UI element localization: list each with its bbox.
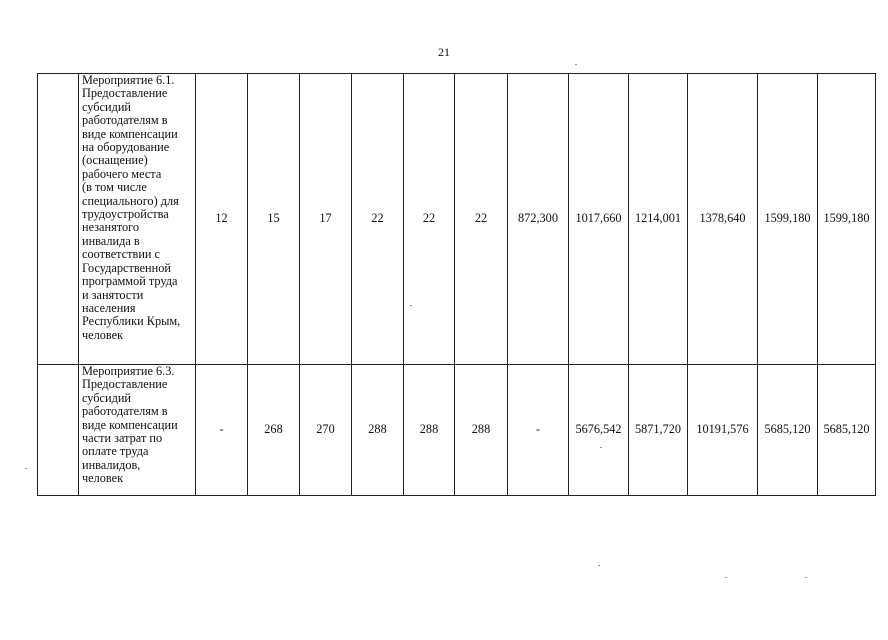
scan-speck — [600, 447, 602, 448]
measure-description-line: соответствии с — [82, 247, 161, 262]
value-cell: 5676,542 — [569, 365, 629, 496]
measure-description-line: инвалида в — [82, 233, 140, 248]
measure-description-cell — [79, 365, 196, 496]
value-cell: 268 — [248, 365, 300, 496]
measure-description-line: и занятости — [82, 287, 144, 302]
row-number-cell — [38, 365, 79, 496]
measure-description-line: специального) для — [82, 193, 179, 208]
value-cell: 288 — [352, 365, 404, 496]
value-cell: 1017,660 — [569, 74, 629, 365]
measure-description-line: работодателям в — [82, 404, 168, 419]
measure-description-cell — [79, 74, 196, 365]
measure-description-line: трудоустройства — [82, 207, 169, 222]
value-cell: 5685,120 — [818, 365, 876, 496]
value-cell: 15 — [248, 74, 300, 365]
value-cell: 22 — [352, 74, 404, 365]
measure-description-line: Государственной — [82, 260, 171, 275]
measure-description-line: населения — [82, 300, 136, 315]
value-cell: 17 — [300, 74, 352, 365]
measure-description-line: незанятого — [82, 220, 139, 235]
scan-speck — [410, 305, 412, 306]
scan-speck — [805, 577, 807, 578]
measure-description-line: Мероприятие 6.3. — [82, 364, 175, 378]
value-cell: 1599,180 — [758, 74, 818, 365]
value-cell: 5685,120 — [758, 365, 818, 496]
value-cell: 10191,576 — [688, 365, 758, 496]
measures-table — [37, 73, 876, 496]
measure-description-line: инвалидов, — [82, 457, 141, 472]
value-cell: - — [508, 365, 569, 496]
table-row — [38, 74, 876, 365]
scan-speck — [25, 468, 27, 469]
measure-description-line: человек — [82, 471, 124, 486]
measure-description-line: (в том числе — [82, 180, 147, 195]
measure-description-line: Предоставление — [82, 377, 168, 392]
measure-description-line: (оснащение) — [82, 153, 148, 168]
page-number: 21 — [438, 45, 450, 59]
value-cell: 270 — [300, 365, 352, 496]
measure-description-line: части затрат по — [82, 431, 163, 446]
value-cell: 1599,180 — [818, 74, 876, 365]
measure-description-line: работодателям в — [82, 113, 168, 128]
measure-description-line: Предоставление — [82, 86, 168, 101]
value-cell: 1378,640 — [688, 74, 758, 365]
row-number-cell — [38, 74, 79, 365]
measure-description-line: на оборудование — [82, 140, 170, 155]
value-cell: 12 — [196, 74, 248, 365]
measure-description-line: виде компенсации — [82, 417, 178, 432]
value-cell: 288 — [455, 365, 508, 496]
measure-description-line: Республики Крым, — [82, 314, 181, 329]
value-cell: 1214,001 — [629, 74, 688, 365]
scan-speck — [725, 577, 727, 578]
value-cell: 288 — [404, 365, 455, 496]
measure-description-line: виде компенсации — [82, 126, 178, 141]
scan-speck — [575, 64, 577, 65]
measure-description-line: Мероприятие 6.1. — [82, 73, 175, 87]
value-cell: 872,300 — [508, 74, 569, 365]
table-row — [38, 365, 876, 496]
value-cell: 22 — [455, 74, 508, 365]
measure-description-line: субсидий — [82, 99, 131, 114]
value-cell: - — [196, 365, 248, 496]
value-cell: 5871,720 — [629, 365, 688, 496]
measure-description-line: оплате труда — [82, 444, 149, 459]
scan-speck — [598, 565, 600, 566]
measure-description-line: рабочего места — [82, 166, 162, 181]
measure-description-line: субсидий — [82, 390, 131, 405]
measure-description-line: человек — [82, 327, 124, 342]
measure-description-line: программой труда — [82, 274, 178, 289]
value-cell: 22 — [404, 74, 455, 365]
